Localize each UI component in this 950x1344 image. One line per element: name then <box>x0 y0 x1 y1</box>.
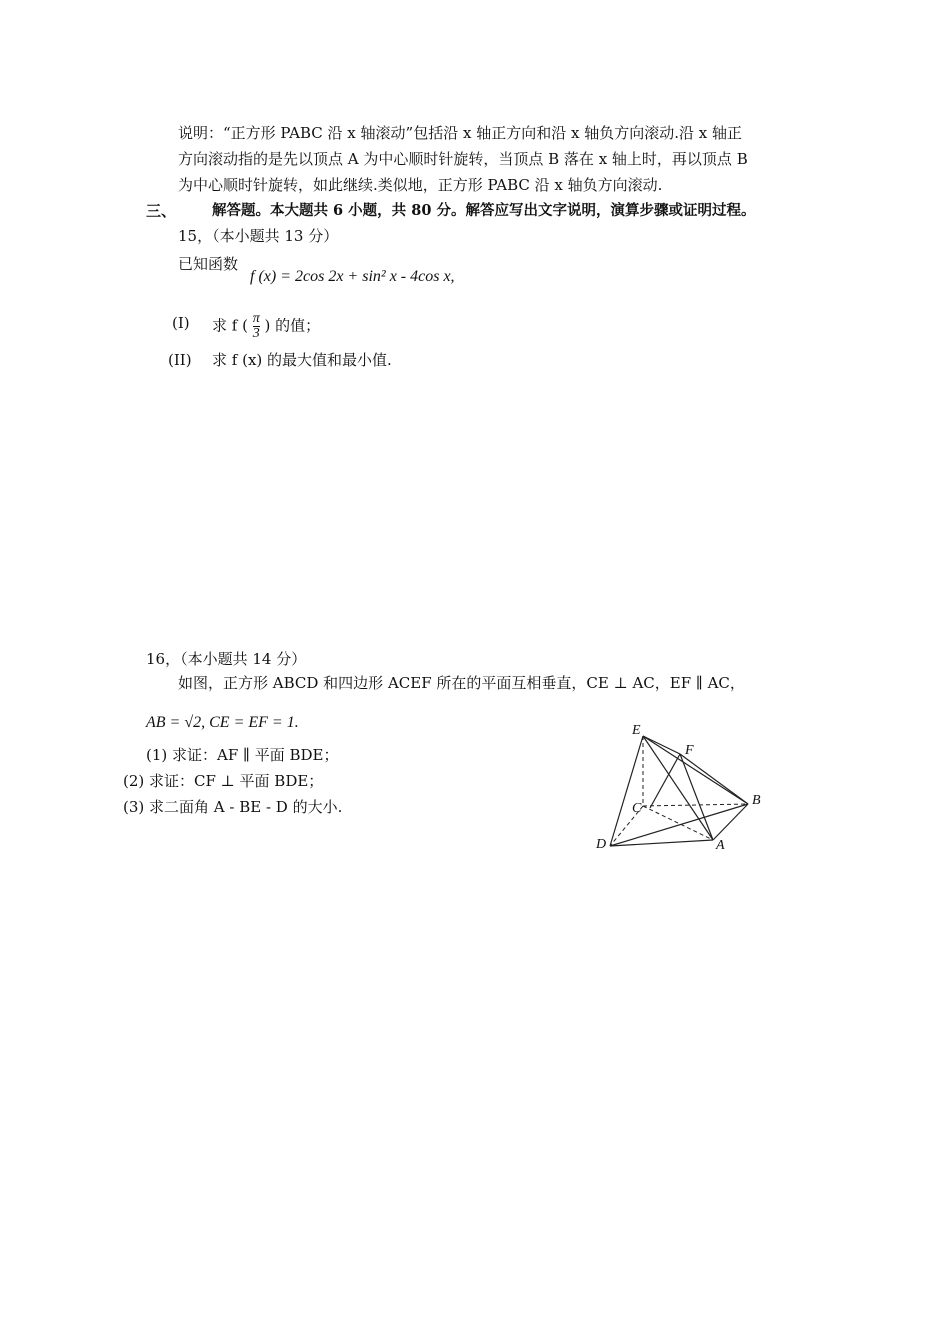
q15-part1-before: 求 f ( <box>212 316 248 335</box>
geometry-figure <box>588 718 788 888</box>
q15-header: 15，（本小题共 13 分） <box>178 227 339 245</box>
fraction-numerator: π <box>252 311 260 326</box>
edge-FC <box>650 754 680 808</box>
q16-header: 16，（本小题共 14 分） <box>146 650 307 668</box>
q15-part1-after: ) 的值； <box>264 316 321 335</box>
note-line-1: 说明：“正方形 PABC 沿 x 轴滚动”包括沿 x 轴正方向和沿 x 轴负方向滚动.沿 x 轴正 <box>178 124 742 142</box>
q15-part2: 求 f (x) 的最大值和最小值. <box>212 351 392 369</box>
note-line-2: 方向滚动指的是先以顶点 A 为中心顺时针旋转，当顶点 B 落在 x 轴上时，再以顶点 B <box>178 150 748 168</box>
edge-CB <box>643 804 748 806</box>
q16-part-1: (1) 求证：AF ∥ 平面 BDE； <box>146 746 339 764</box>
q16-line-1: 如图，正方形 ABCD 和四边形 ACEF 所在的平面互相垂直，CE ⊥ AC，EF ∥ AC， <box>178 674 745 692</box>
label-A: A <box>716 838 725 853</box>
label-B: B <box>752 793 761 808</box>
label-D: D <box>596 837 607 852</box>
q16-part-3: (3) 求二面角 A - BE - D 的大小. <box>123 798 343 816</box>
edge-ED <box>610 736 643 846</box>
edge-EA <box>643 736 713 840</box>
label-C: C <box>632 801 642 816</box>
label-F: F <box>685 743 694 758</box>
fraction-denominator: 3 <box>252 326 260 341</box>
pi-over-3-fraction <box>253 312 260 341</box>
q16-line-2: AB = √2, CE = EF = 1. <box>146 714 299 731</box>
note-line-3: 为中心顺时针旋转，如此继续.类似地，正方形 PABC 沿 x 轴负方向滚动. <box>178 176 663 194</box>
q15-part1-label: (I) <box>172 314 190 332</box>
label-E: E <box>632 723 641 738</box>
q16-part-2: (2) 求证：CF ⊥ 平面 BDE； <box>123 772 324 790</box>
edge-FA <box>680 754 713 840</box>
q15-intro: 已知函数 <box>178 255 239 273</box>
q15-function: f (x) = 2cos 2x + sin² x - 4cos x, <box>250 268 455 285</box>
q15-part2-label: (II) <box>168 351 192 369</box>
q15-part1 <box>212 312 320 341</box>
section-heading: 解答题。本大题共 6 小题，共 80 分。解答应写出文字说明，演算步骤或证明过程。 <box>212 202 756 219</box>
section-number: 三、 <box>146 202 177 220</box>
